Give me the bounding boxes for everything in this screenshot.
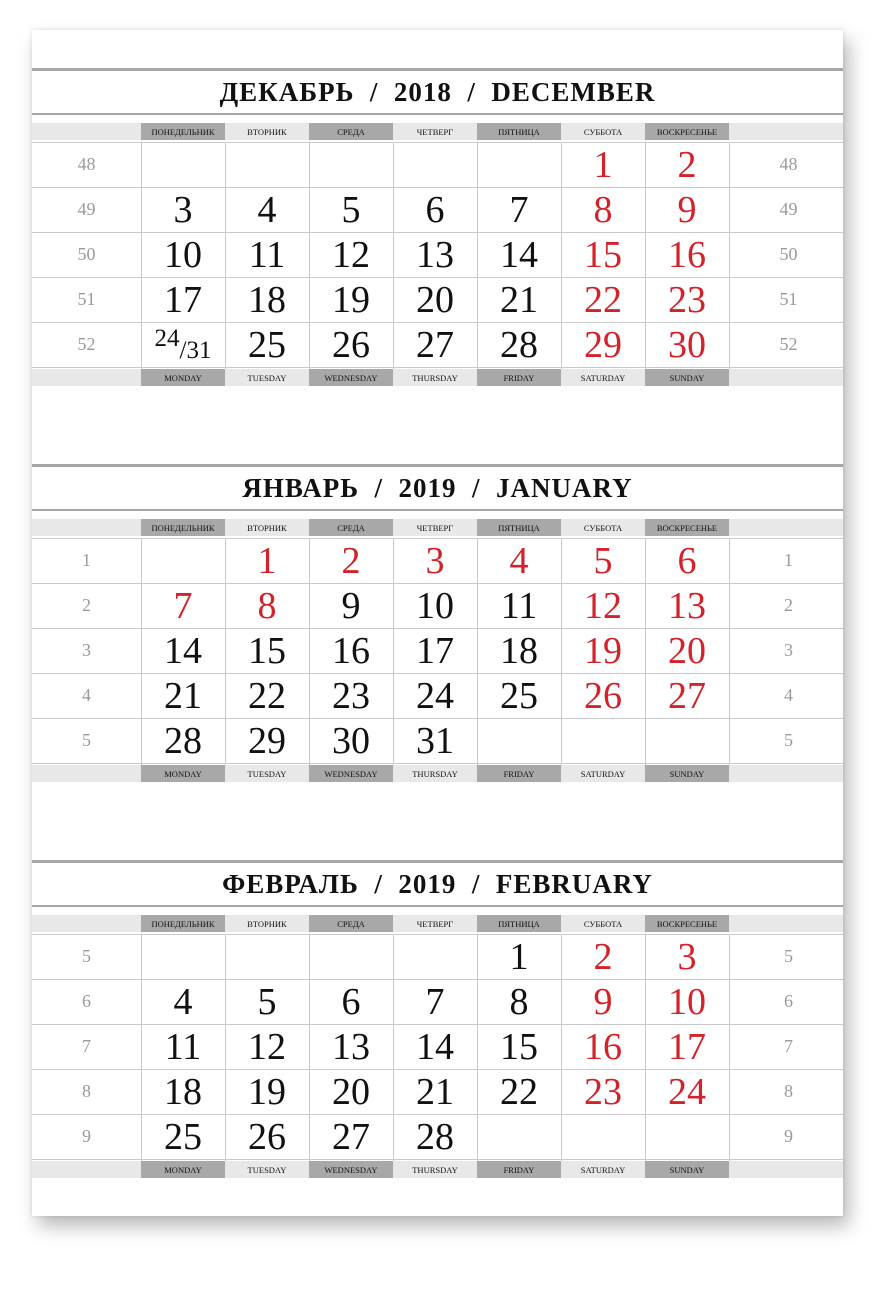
week-number-right: 9	[784, 1126, 793, 1146]
weekday-header: ВОСКРЕСЕНЬЕ	[645, 123, 729, 140]
week-number-right: 4	[784, 685, 793, 705]
weekday-footer: WEDNESDAY	[309, 1161, 393, 1178]
day-cell: 2	[593, 935, 613, 978]
grid-vline	[729, 142, 730, 369]
weekday-footer: THURSDAY	[412, 768, 458, 779]
weekday-footer-row	[32, 369, 843, 386]
weekday-footer: SATURDAY	[580, 768, 626, 779]
day-cell: 23	[584, 1070, 622, 1113]
weekday-footer: SUNDAY	[645, 765, 729, 782]
day-cell: 18	[500, 629, 538, 672]
week-number-right: 49	[779, 199, 798, 219]
day-cell: 15	[584, 233, 622, 276]
day-cell: 14	[500, 233, 538, 276]
day-cell: 12	[248, 1025, 286, 1068]
title-bottom-rule	[32, 905, 843, 907]
weekday-header-row	[32, 519, 843, 536]
weekday-header: ПЯТНИЦА	[477, 915, 561, 932]
day-cell: 4	[257, 188, 277, 231]
week-number-left: 5	[82, 946, 91, 966]
weekday-header: ПОНЕДЕЛЬНИК	[141, 519, 225, 536]
weekday-header: СРЕДА	[309, 123, 393, 140]
days-grid	[32, 538, 843, 765]
weekday-footer: WEDNESDAY	[309, 765, 393, 782]
day-cell: 12	[332, 233, 370, 276]
day-cell: 12	[584, 584, 622, 627]
title-bottom-rule	[32, 113, 843, 115]
weekday-header: ВТОРНИК	[247, 918, 287, 929]
empty-day-cell	[141, 538, 225, 583]
calendar-sheet	[32, 30, 843, 1216]
day-cell: 18	[164, 1070, 202, 1113]
day-cell: 21	[416, 1070, 454, 1113]
week-number-left: 49	[77, 199, 96, 219]
day-cell: 15	[248, 629, 286, 672]
day-cell: 29	[584, 323, 622, 366]
week-number-left: 52	[77, 334, 96, 354]
grid-hline	[32, 367, 843, 368]
week-number-left: 6	[82, 991, 91, 1011]
day-cell: 9	[593, 980, 613, 1023]
empty-day-cell	[225, 934, 309, 979]
day-cell: 20	[332, 1070, 370, 1113]
day-cell: 28	[164, 719, 202, 762]
week-number-right: 1	[784, 550, 793, 570]
weekday-header: ПОНЕДЕЛЬНИК	[141, 915, 225, 932]
day-cell: 8	[593, 188, 613, 231]
weekday-footer: FRIDAY	[477, 369, 561, 386]
day-cell: 7	[425, 980, 445, 1023]
weekday-header: ПЯТНИЦА	[477, 519, 561, 536]
day-cell: 5	[257, 980, 277, 1023]
day-cell: 28	[416, 1115, 454, 1158]
day-cell: 16	[668, 233, 706, 276]
month-block	[32, 860, 843, 1182]
weekday-footer: SUNDAY	[645, 1161, 729, 1178]
week-number-left: 5	[82, 730, 91, 750]
day-cell: 2	[677, 143, 697, 186]
weekday-footer-row	[32, 765, 843, 782]
day-cell: 18	[248, 278, 286, 321]
weekday-footer: FRIDAY	[477, 1161, 561, 1178]
day-cell: 21	[500, 278, 538, 321]
day-cell: 19	[584, 629, 622, 672]
day-cell: 11	[164, 1025, 202, 1068]
day-cell: 2	[341, 539, 361, 582]
weekday-footer: TUESDAY	[247, 372, 287, 383]
day-cell: 6	[677, 539, 697, 582]
week-number-right: 8	[784, 1081, 793, 1101]
empty-day-cell	[477, 1114, 561, 1159]
day-cell: 13	[668, 584, 706, 627]
days-grid	[32, 142, 843, 369]
week-number-left: 9	[82, 1126, 91, 1146]
day-cell	[141, 322, 225, 367]
week-number-left: 3	[82, 640, 91, 660]
day-cell: 25	[500, 674, 538, 717]
day-cell: 25	[164, 1115, 202, 1158]
weekday-footer: WEDNESDAY	[309, 369, 393, 386]
day-cell: 5	[593, 539, 613, 582]
day-cell: 20	[668, 629, 706, 672]
day-cell: 6	[341, 980, 361, 1023]
day-cell: 14	[164, 629, 202, 672]
day-cell: 17	[164, 278, 202, 321]
day-cell: 3	[677, 935, 697, 978]
empty-day-cell	[645, 1114, 729, 1159]
weekday-header: СУББОТА	[583, 126, 623, 137]
week-number-right: 51	[779, 289, 798, 309]
weekday-footer: THURSDAY	[412, 1164, 458, 1175]
grid-vline	[729, 934, 730, 1161]
empty-day-cell	[225, 142, 309, 187]
day-cell: 17	[416, 629, 454, 672]
day-cell: 3	[425, 539, 445, 582]
day-cell: 11	[500, 584, 538, 627]
week-number-right: 3	[784, 640, 793, 660]
day-cell: 7	[509, 188, 529, 231]
day-cell: 27	[332, 1115, 370, 1158]
weekday-footer: THURSDAY	[412, 372, 458, 383]
day-cell: 8	[509, 980, 529, 1023]
grid-hline	[32, 1159, 843, 1160]
day-cell: 23	[668, 278, 706, 321]
day-cell: 19	[248, 1070, 286, 1113]
week-number-right: 52	[779, 334, 798, 354]
day-cell: 6	[425, 188, 445, 231]
weekday-header-row	[32, 915, 843, 932]
week-number-right: 7	[784, 1036, 793, 1056]
empty-day-cell	[645, 718, 729, 763]
month-block	[32, 464, 843, 786]
weekday-footer: TUESDAY	[247, 1164, 287, 1175]
weekday-footer-row	[32, 1161, 843, 1178]
day-cell: 21	[164, 674, 202, 717]
weekday-footer: MONDAY	[141, 1161, 225, 1178]
weekday-header: ЧЕТВЕРГ	[416, 126, 454, 137]
day-cell: 16	[584, 1025, 622, 1068]
week-number-right: 5	[784, 946, 793, 966]
day-cell: 4	[173, 980, 193, 1023]
weekday-footer: FRIDAY	[477, 765, 561, 782]
day-cell: 3	[173, 188, 193, 231]
empty-day-cell	[393, 934, 477, 979]
weekday-header: СУББОТА	[583, 918, 623, 929]
week-number-left: 1	[82, 550, 91, 570]
week-number-right: 6	[784, 991, 793, 1011]
empty-day-cell	[309, 142, 393, 187]
empty-day-cell	[477, 718, 561, 763]
weekday-header: ВТОРНИК	[247, 126, 287, 137]
weekday-header-row	[32, 123, 843, 140]
day-cell: 8	[257, 584, 277, 627]
day-cell: 26	[584, 674, 622, 717]
weekday-header: ВТОРНИК	[247, 522, 287, 533]
weekday-header: ВОСКРЕСЕНЬЕ	[645, 519, 729, 536]
day-cell: 11	[248, 233, 286, 276]
week-number-right: 50	[779, 244, 798, 264]
day-cell: 28	[500, 323, 538, 366]
empty-day-cell	[393, 142, 477, 187]
day-cell: 1	[257, 539, 277, 582]
weekday-footer: MONDAY	[141, 369, 225, 386]
day-cell: 26	[248, 1115, 286, 1158]
weekday-header: ЧЕТВЕРГ	[416, 522, 454, 533]
week-number-left: 48	[77, 154, 96, 174]
day-cell: 29	[248, 719, 286, 762]
empty-day-cell	[477, 142, 561, 187]
empty-day-cell	[561, 718, 645, 763]
weekday-footer: SATURDAY	[580, 1164, 626, 1175]
empty-day-cell	[309, 934, 393, 979]
weekday-header: ПЯТНИЦА	[477, 123, 561, 140]
week-number-right: 5	[784, 730, 793, 750]
weekday-footer: MONDAY	[141, 765, 225, 782]
weekday-header: ЧЕТВЕРГ	[416, 918, 454, 929]
day-cell: 9	[677, 188, 697, 231]
day-cell: 1	[593, 143, 613, 186]
days-grid	[32, 934, 843, 1161]
day-cell: 15	[500, 1025, 538, 1068]
grid-hline	[32, 763, 843, 764]
day-cell: 17	[668, 1025, 706, 1068]
week-number-left: 2	[82, 595, 91, 615]
week-number-left: 50	[77, 244, 96, 264]
day-cell: 22	[584, 278, 622, 321]
weekday-header: СУББОТА	[583, 522, 623, 533]
month-title: ФЕВРАЛЬ / 2019 / FEBRUARY	[222, 868, 653, 899]
week-number-left: 8	[82, 1081, 91, 1101]
day-cell: 22	[248, 674, 286, 717]
day-cell: 1	[509, 935, 529, 978]
day-cell: 19	[332, 278, 370, 321]
weekday-header: СРЕДА	[309, 915, 393, 932]
day-cell: 13	[332, 1025, 370, 1068]
day-cell: 24	[668, 1070, 706, 1113]
empty-day-cell	[141, 142, 225, 187]
weekday-header: СРЕДА	[309, 519, 393, 536]
day-cell: 25	[248, 323, 286, 366]
title-bottom-rule	[32, 509, 843, 511]
weekday-header: ВОСКРЕСЕНЬЕ	[645, 915, 729, 932]
week-number-right: 48	[779, 154, 798, 174]
month-block	[32, 68, 843, 390]
day-cell: 23	[332, 674, 370, 717]
empty-day-cell	[561, 1114, 645, 1159]
day-cell: 30	[668, 323, 706, 366]
day-cell: 30	[332, 719, 370, 762]
day-cell: 10	[416, 584, 454, 627]
day-cell: 16	[332, 629, 370, 672]
day-cell: 26	[332, 323, 370, 366]
weekday-footer: SATURDAY	[580, 372, 626, 383]
day-cell: 31	[416, 719, 454, 762]
day-cell: 9	[341, 584, 361, 627]
day-cell: 27	[416, 323, 454, 366]
day-cell: 4	[509, 539, 529, 582]
day-cell: 7	[173, 584, 193, 627]
day-cell: 20	[416, 278, 454, 321]
day-cell: 27	[668, 674, 706, 717]
grid-vline	[729, 538, 730, 765]
empty-day-cell	[141, 934, 225, 979]
day-cell: 10	[668, 980, 706, 1023]
month-title: ДЕКАБРЬ / 2018 / DECEMBER	[219, 76, 656, 107]
week-number-left: 51	[77, 289, 96, 309]
split-day-label: $^{24}$/31	[154, 324, 212, 364]
week-number-right: 2	[784, 595, 793, 615]
day-cell: 22	[500, 1070, 538, 1113]
day-cell: 24	[416, 674, 454, 717]
day-cell: 14	[416, 1025, 454, 1068]
weekday-header: ПОНЕДЕЛЬНИК	[141, 123, 225, 140]
week-number-left: 4	[82, 685, 91, 705]
week-number-left: 7	[82, 1036, 91, 1056]
day-cell: 5	[341, 188, 361, 231]
weekday-footer: SUNDAY	[645, 369, 729, 386]
day-cell: 13	[416, 233, 454, 276]
day-cell: 10	[164, 233, 202, 276]
month-title: ЯНВАРЬ / 2019 / JANUARY	[242, 472, 633, 503]
weekday-footer: TUESDAY	[247, 768, 287, 779]
